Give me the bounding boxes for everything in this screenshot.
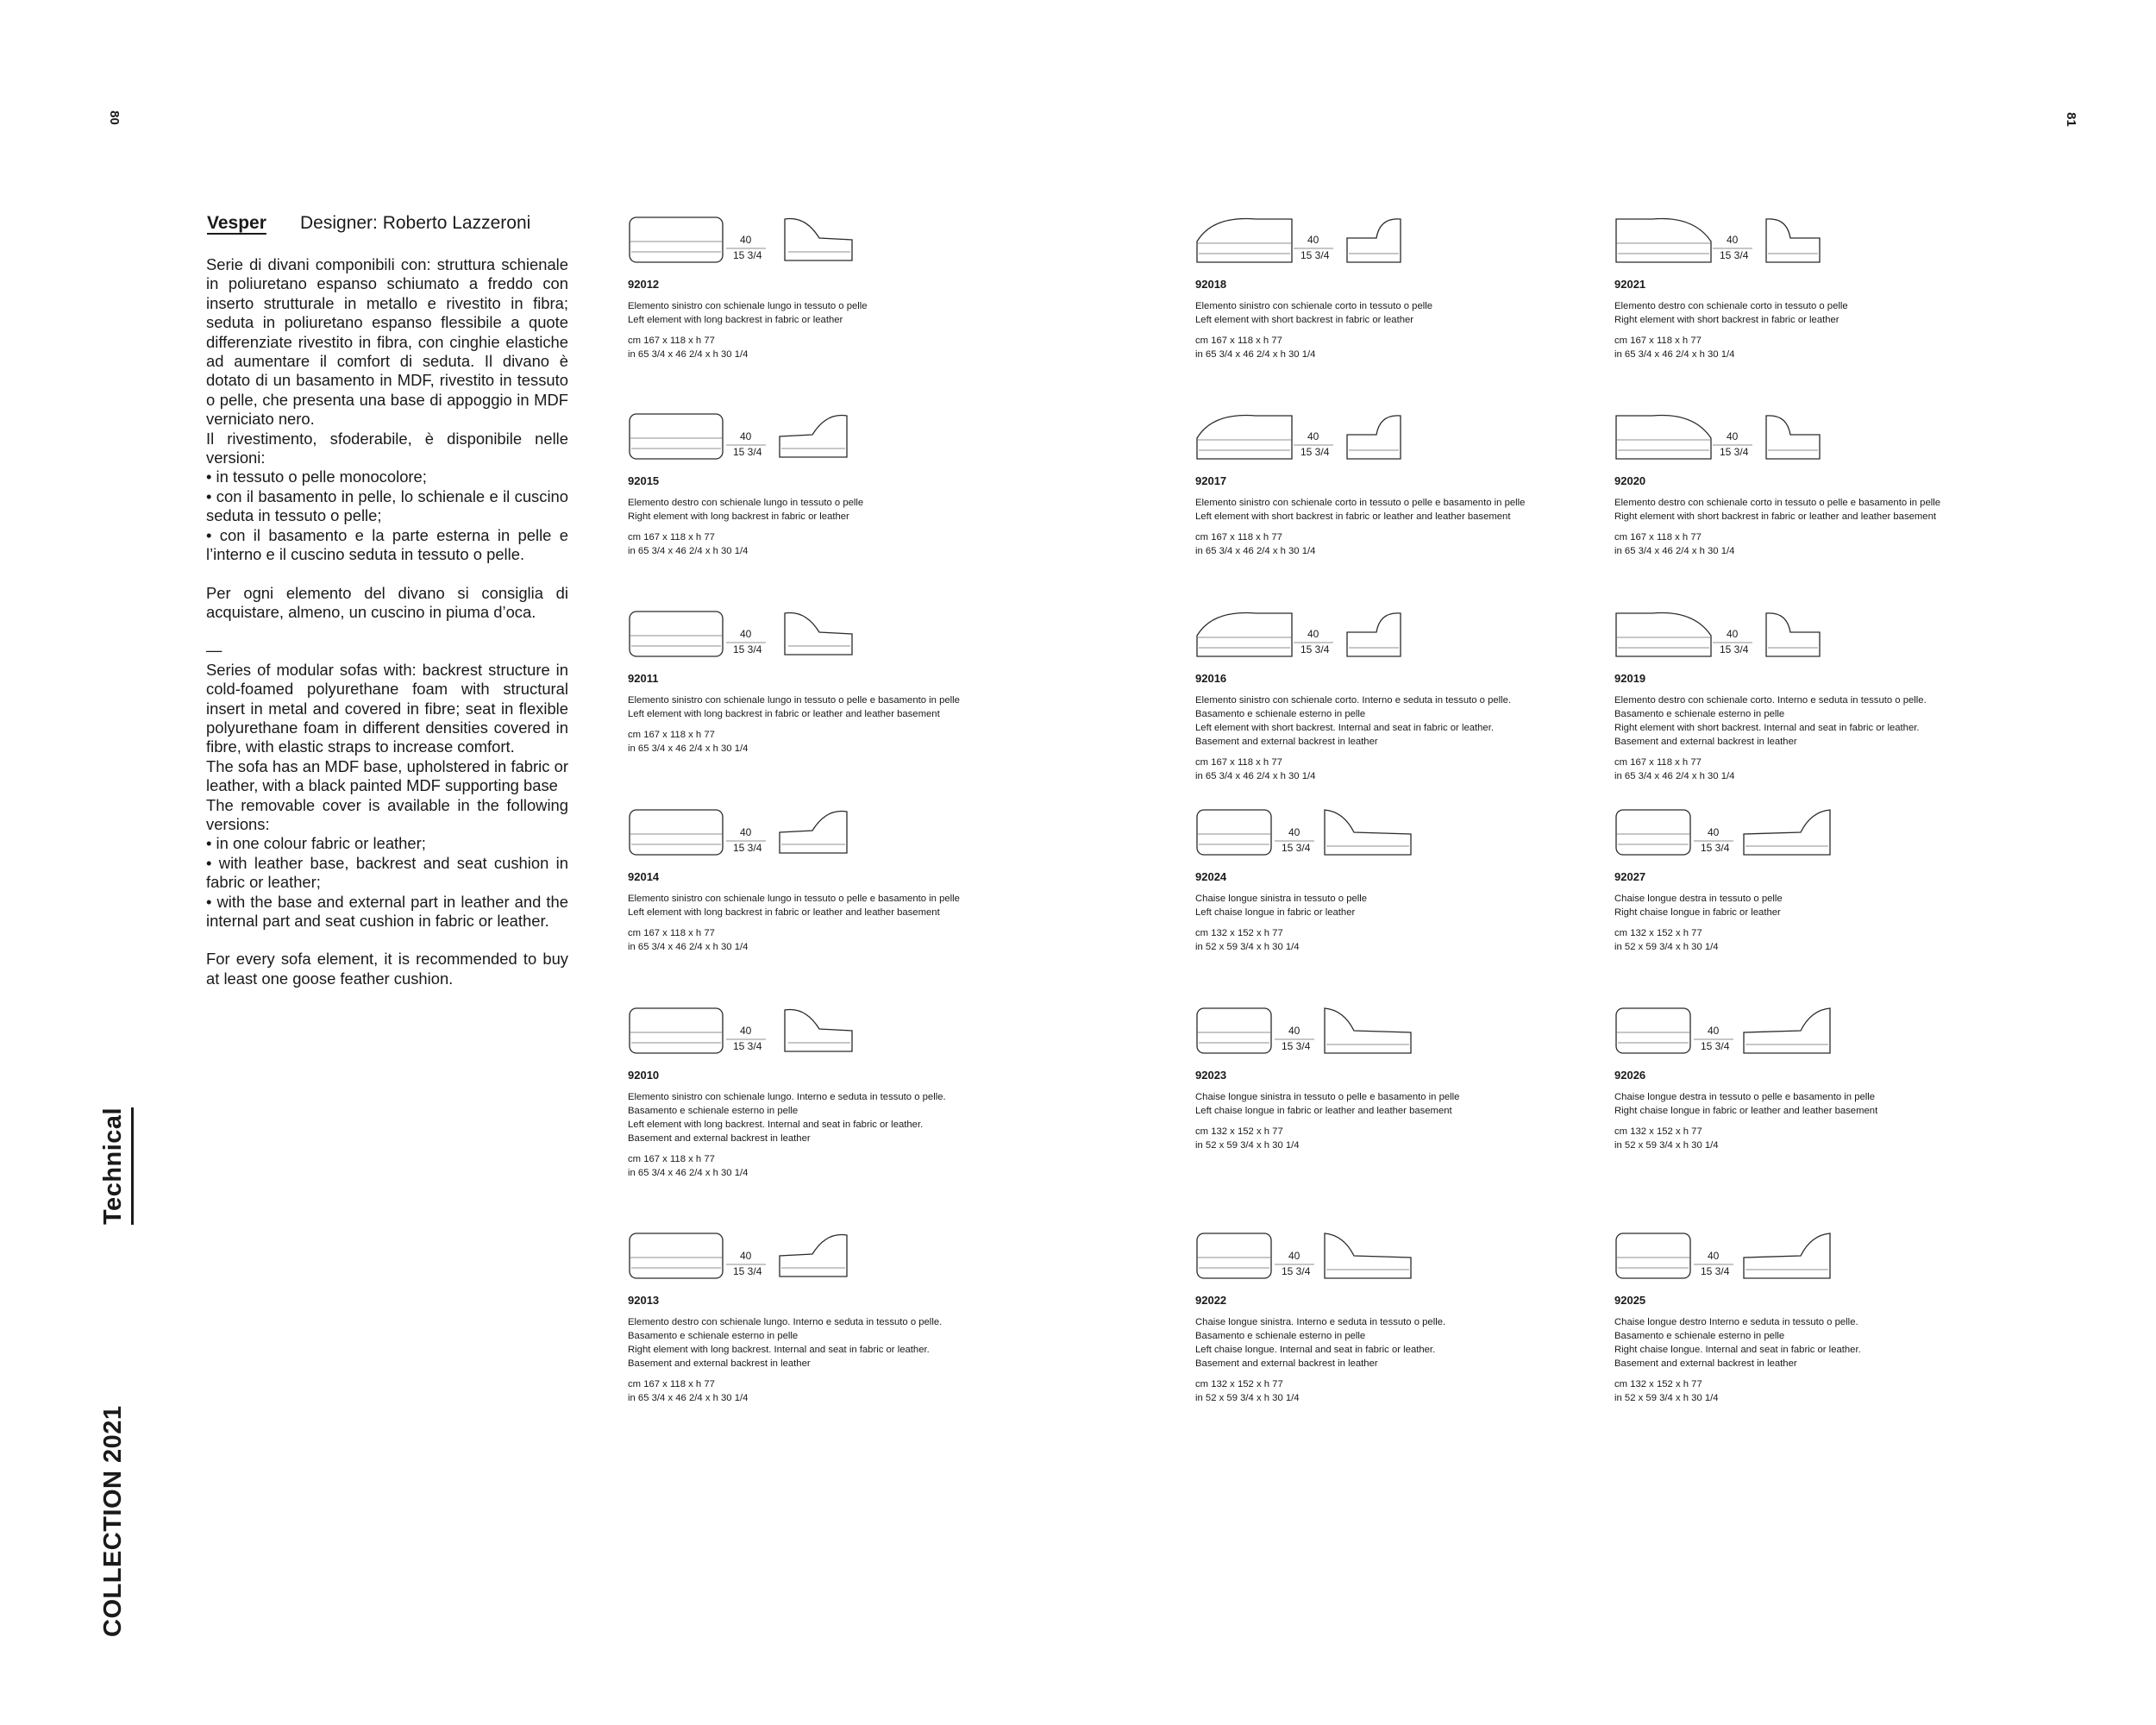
dim-label-inch: 15 3/4 <box>1720 643 1749 656</box>
element-92023 <box>1195 1007 1626 1152</box>
element-dimensions <box>1614 530 2046 558</box>
element-92018 <box>1195 216 1626 361</box>
description-it-3: Per ogni elemento del divano si consiglia di acquistare, almeno, un cuscino in piuma d’oca. <box>206 583 568 621</box>
dim-label-cm: 40 <box>740 628 752 640</box>
element-description: Chaise longue destra in tessuto o pelle e basamento in pelle Right chaise longue in fabric or leather and leather basement <box>1614 1092 1878 1116</box>
drawing-92026 <box>1614 1007 1847 1063</box>
drawing-92025 <box>1614 1232 1847 1289</box>
element-dimensions <box>1614 1125 2046 1152</box>
dim-label-inch: 15 3/4 <box>1300 249 1330 261</box>
element-description: Chaise longue sinistra in tessuto o pelle e basamento in pelle Left chaise longue in fabric or leather and leather basement <box>1195 1092 1460 1116</box>
element-code: 92023 <box>1195 1069 1227 1082</box>
dimensions-cm: cm 167 x 118 x h 77 <box>1614 757 1702 768</box>
dimensions-cm: cm 132 x 152 x h 77 <box>1195 928 1283 938</box>
dim-label-inch: 15 3/4 <box>733 446 762 458</box>
element-92022 <box>1195 1232 1626 1405</box>
element-dimensions <box>1614 926 2046 954</box>
drawing-92018 <box>1195 216 1428 273</box>
element-92016 <box>1195 610 1626 783</box>
dimensions-cm: cm 167 x 118 x h 77 <box>1195 336 1282 346</box>
dimensions-in: in 65 3/4 x 46 2/4 x h 30 1/4 <box>628 349 749 360</box>
element-92015 <box>628 412 1059 558</box>
dim-label-cm: 40 <box>1288 1250 1300 1262</box>
dimensions-in: in 52 x 59 3/4 x h 30 1/4 <box>1195 1140 1300 1151</box>
element-code: 92010 <box>628 1069 660 1082</box>
element-code: 92026 <box>1614 1069 1646 1082</box>
element-dimensions <box>1195 1377 1626 1405</box>
drawing-92019 <box>1614 610 1847 667</box>
dim-label-inch: 15 3/4 <box>733 1265 762 1277</box>
product-description <box>206 255 568 988</box>
page-number-left: 80 <box>106 110 122 125</box>
element-dimensions <box>1614 1377 2046 1405</box>
element-description: Elemento destro con schienale corto in tessuto o pelle e basamento in pelle Right element with short backrest in fabric or leather and leather basement <box>1614 498 1941 522</box>
element-description: Elemento sinistro con schienale lungo in tessuto o pelle e basamento in pelle Left element with long backrest in fabric or leather and leather basement <box>628 894 960 918</box>
element-description: Chaise longue sinistra. Interno e seduta in tessuto o pelle. Basamento e schienale esterno in pelle Left chaise longue. Internal and seat in fabric or leather. Basement and external backrest in leather <box>1195 1317 1446 1369</box>
description-it-2: Il rivestimento, sfoderabile, è disponibile nelle versioni: • in tessuto o pelle monocolore; • con il basamento in pelle, lo schienale e il cuscino seduta in tessuto o pelle; • con il basamento e la parte esterna in pelle e l’interno e il cuscino seduta in tessuto o pelle. <box>206 429 568 564</box>
element-92017 <box>1195 412 1626 558</box>
element-code: 92016 <box>1195 672 1227 685</box>
element-description: Chaise longue sinistra in tessuto o pelle Left chaise longue in fabric or leather <box>1195 894 1368 918</box>
element-description: Elemento sinistro con schienale corto in tessuto o pelle Left element with short backrest in fabric or leather <box>1195 301 1433 325</box>
drawing-92027 <box>1614 808 1847 865</box>
element-code: 92018 <box>1195 278 1227 291</box>
drawing-92015 <box>628 412 861 469</box>
description-en-2: For every sofa element, it is recommended to buy at least one goose feather cushion. <box>206 950 568 988</box>
dimensions-in: in 52 x 59 3/4 x h 30 1/4 <box>1614 1393 1719 1403</box>
dim-label-cm: 40 <box>1708 826 1720 838</box>
dim-label-cm: 40 <box>1727 628 1739 640</box>
element-92021 <box>1614 216 2046 361</box>
drawing-92022 <box>1195 1232 1428 1289</box>
element-92026 <box>1614 1007 2046 1152</box>
element-code: 92025 <box>1614 1294 1646 1307</box>
drawing-92024 <box>1195 808 1428 865</box>
element-description: Elemento destro con schienale corto. Interno e seduta in tessuto o pelle. Basamento e schienale esterno in pelle Right element with short backrest. Internal and seat in fabric or leather. Basement and external backrest in leather <box>1614 695 1927 747</box>
element-description: Elemento destro con schienale lungo in tessuto o pelle Right element with long backrest in fabric or leather <box>628 498 864 522</box>
element-92012 <box>628 216 1059 361</box>
drawing-92014 <box>628 808 861 865</box>
element-code: 92014 <box>628 870 660 883</box>
dimensions-cm: cm 132 x 152 x h 77 <box>1614 1126 1702 1137</box>
element-code: 92015 <box>628 474 660 487</box>
dim-label-inch: 15 3/4 <box>1282 1040 1311 1052</box>
dim-label-inch: 15 3/4 <box>1701 1265 1730 1277</box>
dimensions-cm: cm 132 x 152 x h 77 <box>1614 1379 1702 1389</box>
dimensions-cm: cm 167 x 118 x h 77 <box>628 1154 715 1164</box>
element-code: 92020 <box>1614 474 1646 487</box>
element-92010 <box>628 1007 1059 1180</box>
element-92027 <box>1614 808 2046 954</box>
drawing-92012 <box>628 216 861 273</box>
dim-label-cm: 40 <box>740 234 752 246</box>
element-code: 92017 <box>1195 474 1227 487</box>
dimensions-in: in 65 3/4 x 46 2/4 x h 30 1/4 <box>628 546 749 556</box>
drawing-92023 <box>1195 1007 1428 1063</box>
element-description: Elemento sinistro con schienale corto in tessuto o pelle e basamento in pelle Left element with short backrest in fabric or leather and leather basement <box>1195 498 1526 522</box>
element-dimensions <box>628 530 1059 558</box>
dimensions-in: in 52 x 59 3/4 x h 30 1/4 <box>1195 1393 1300 1403</box>
dimensions-cm: cm 167 x 118 x h 77 <box>628 928 715 938</box>
element-description: Elemento destro con schienale corto in tessuto o pelle Right element with short backrest in fabric or leather <box>1614 301 1848 325</box>
drawing-92020 <box>1614 412 1847 469</box>
dimensions-cm: cm 167 x 118 x h 77 <box>1614 336 1702 346</box>
element-code: 92022 <box>1195 1294 1227 1307</box>
dimensions-in: in 65 3/4 x 46 2/4 x h 30 1/4 <box>1195 546 1316 556</box>
page-number-right: 81 <box>2063 112 2078 127</box>
element-92014 <box>628 808 1059 954</box>
side-label-technical: Technical <box>99 1107 134 1225</box>
dimensions-in: in 65 3/4 x 46 2/4 x h 30 1/4 <box>1195 349 1316 360</box>
element-dimensions <box>1195 334 1626 361</box>
dimensions-in: in 65 3/4 x 46 2/4 x h 30 1/4 <box>1195 771 1316 781</box>
element-code: 92019 <box>1614 672 1646 685</box>
element-dimensions <box>1195 756 1626 783</box>
dim-label-inch: 15 3/4 <box>1720 446 1749 458</box>
dim-label-cm: 40 <box>1288 1025 1300 1037</box>
dim-label-inch: 15 3/4 <box>1720 249 1749 261</box>
element-code: 92013 <box>628 1294 660 1307</box>
element-description: Chaise longue destra in tessuto o pelle Right chaise longue in fabric or leather <box>1614 894 1783 918</box>
dim-label-cm: 40 <box>740 1025 752 1037</box>
dim-label-cm: 40 <box>740 430 752 442</box>
dim-label-inch: 15 3/4 <box>733 842 762 854</box>
dimensions-cm: cm 132 x 152 x h 77 <box>1614 928 1702 938</box>
element-code: 92027 <box>1614 870 1646 883</box>
drawing-92010 <box>628 1007 861 1063</box>
dim-label-cm: 40 <box>1307 430 1319 442</box>
dimensions-in: in 52 x 59 3/4 x h 30 1/4 <box>1614 1140 1719 1151</box>
side-label-collection: COLLECTION 2021 <box>99 1405 127 1637</box>
element-92019 <box>1614 610 2046 783</box>
designer-credit: Designer: Roberto Lazzeroni <box>300 213 531 233</box>
element-dimensions <box>1195 530 1626 558</box>
dimensions-cm: cm 167 x 118 x h 77 <box>628 532 715 543</box>
element-description: Chaise longue destro Interno e seduta in tessuto o pelle. Basamento e schienale esterno in pelle Right chaise longue. Internal and seat in fabric or leather. Basement and external backrest in leather <box>1614 1317 1861 1369</box>
element-code: 92012 <box>628 278 660 291</box>
dimensions-in: in 65 3/4 x 46 2/4 x h 30 1/4 <box>1614 546 1735 556</box>
dim-label-cm: 40 <box>1708 1250 1720 1262</box>
element-description: Elemento destro con schienale lungo. Interno e seduta in tessuto o pelle. Basamento e schienale esterno in pelle Right element with long backrest. Internal and seat in fabric or leather. Basement and external backrest in leather <box>628 1317 943 1369</box>
dimensions-cm: cm 167 x 118 x h 77 <box>628 336 715 346</box>
element-92020 <box>1614 412 2046 558</box>
dim-label-inch: 15 3/4 <box>733 249 762 261</box>
dimensions-in: in 65 3/4 x 46 2/4 x h 30 1/4 <box>628 1168 749 1178</box>
dimensions-cm: cm 167 x 118 x h 77 <box>1195 757 1282 768</box>
element-dimensions <box>628 1152 1059 1180</box>
dimensions-cm: cm 167 x 118 x h 77 <box>1195 532 1282 543</box>
dimensions-in: in 52 x 59 3/4 x h 30 1/4 <box>1614 942 1719 952</box>
element-dimensions <box>1614 334 2046 361</box>
dim-label-inch: 15 3/4 <box>1282 1265 1311 1277</box>
dim-label-cm: 40 <box>740 826 752 838</box>
element-dimensions <box>1195 1125 1626 1152</box>
dimensions-in: in 65 3/4 x 46 2/4 x h 30 1/4 <box>1614 771 1735 781</box>
element-dimensions <box>628 334 1059 361</box>
language-separator: — <box>206 641 222 660</box>
dimensions-in: in 65 3/4 x 46 2/4 x h 30 1/4 <box>628 942 749 952</box>
element-92024 <box>1195 808 1626 954</box>
dim-label-cm: 40 <box>1708 1025 1720 1037</box>
element-description: Elemento sinistro con schienale lungo. Interno e seduta in tessuto o pelle. Basamento e schienale esterno in pelle Left element with long backrest. Internal and seat in fabric or leather. Basement and external backrest in leather <box>628 1092 946 1144</box>
drawing-92016 <box>1195 610 1428 667</box>
dim-label-inch: 15 3/4 <box>733 1040 762 1052</box>
dimensions-cm: cm 167 x 118 x h 77 <box>628 1379 715 1389</box>
dim-label-inch: 15 3/4 <box>733 643 762 656</box>
dim-label-cm: 40 <box>1307 234 1319 246</box>
dim-label-inch: 15 3/4 <box>1701 1040 1730 1052</box>
dimensions-in: in 65 3/4 x 46 2/4 x h 30 1/4 <box>1614 349 1735 360</box>
dimensions-cm: cm 132 x 152 x h 77 <box>1195 1379 1283 1389</box>
drawing-92021 <box>1614 216 1847 273</box>
drawing-92011 <box>628 610 861 667</box>
dim-label-cm: 40 <box>740 1250 752 1262</box>
description-it-1: Serie di divani componibili con: struttura schienale in poliuretano espanso schiumato a freddo con inserto strutturale in metallo e rivestito in fibra; seduta in poliuretano espanso flessibile a quote differenziate rivestito in fibra, con cinghie elastiche ad aumentare il comfort di seduta. Il divano è dotato di un basamento in MDF, rivestito in tessuto o pelle, che presenta una base di appoggio in MDF verniciato nero. <box>206 255 568 429</box>
element-dimensions <box>1614 756 2046 783</box>
element-92013 <box>628 1232 1059 1405</box>
drawing-92013 <box>628 1232 861 1289</box>
drawing-92017 <box>1195 412 1428 469</box>
dim-label-inch: 15 3/4 <box>1282 842 1311 854</box>
dim-label-inch: 15 3/4 <box>1300 446 1330 458</box>
element-description: Elemento sinistro con schienale lungo in tessuto o pelle e basamento in pelle Left element with long backrest in fabric or leather and leather basement <box>628 695 960 719</box>
element-92025 <box>1614 1232 2046 1405</box>
dim-label-cm: 40 <box>1727 234 1739 246</box>
element-description: Elemento sinistro con schienale lungo in tessuto o pelle Left element with long backrest in fabric or leather <box>628 301 868 325</box>
dim-label-cm: 40 <box>1307 628 1319 640</box>
description-en-1: Series of modular sofas with: backrest structure in cold-foamed polyurethane foam with structural insert in metal and covered in fibre; seat in flexible polyurethane foam in different densities covered in fibre, with elastic straps to increase comfort. The sofa has an MDF base, upholstered in fabric or leather, with a black painted MDF supporting base The removable cover is available in the following versions: • in one colour fabric or leather; • with leather base, backrest and seat cushion in fabric or leather; • with the base and external part in leather and the internal part and seat cushion in fabric or leather. <box>206 660 568 930</box>
element-dimensions <box>628 1377 1059 1405</box>
dim-label-inch: 15 3/4 <box>1701 842 1730 854</box>
element-code: 92024 <box>1195 870 1227 883</box>
dim-label-cm: 40 <box>1288 826 1300 838</box>
element-code: 92011 <box>628 672 659 685</box>
element-dimensions <box>1195 926 1626 954</box>
dimensions-cm: cm 132 x 152 x h 77 <box>1195 1126 1283 1137</box>
dimensions-cm: cm 167 x 118 x h 77 <box>628 730 715 740</box>
dimensions-in: in 52 x 59 3/4 x h 30 1/4 <box>1195 942 1300 952</box>
element-92011 <box>628 610 1059 756</box>
element-description: Elemento sinistro con schienale corto. Interno e seduta in tessuto o pelle. Basamento e schienale esterno in pelle Left element with short backrest. Internal and seat in fabric or leather. Basement and external backrest in leather <box>1195 695 1512 747</box>
dimensions-in: in 65 3/4 x 46 2/4 x h 30 1/4 <box>628 1393 749 1403</box>
element-code: 92021 <box>1614 278 1646 291</box>
element-dimensions <box>628 926 1059 954</box>
dimensions-in: in 65 3/4 x 46 2/4 x h 30 1/4 <box>628 743 749 754</box>
element-dimensions <box>628 728 1059 756</box>
dim-label-inch: 15 3/4 <box>1300 643 1330 656</box>
dimensions-cm: cm 167 x 118 x h 77 <box>1614 532 1702 543</box>
dim-label-cm: 40 <box>1727 430 1739 442</box>
product-name: Vesper <box>207 213 266 233</box>
